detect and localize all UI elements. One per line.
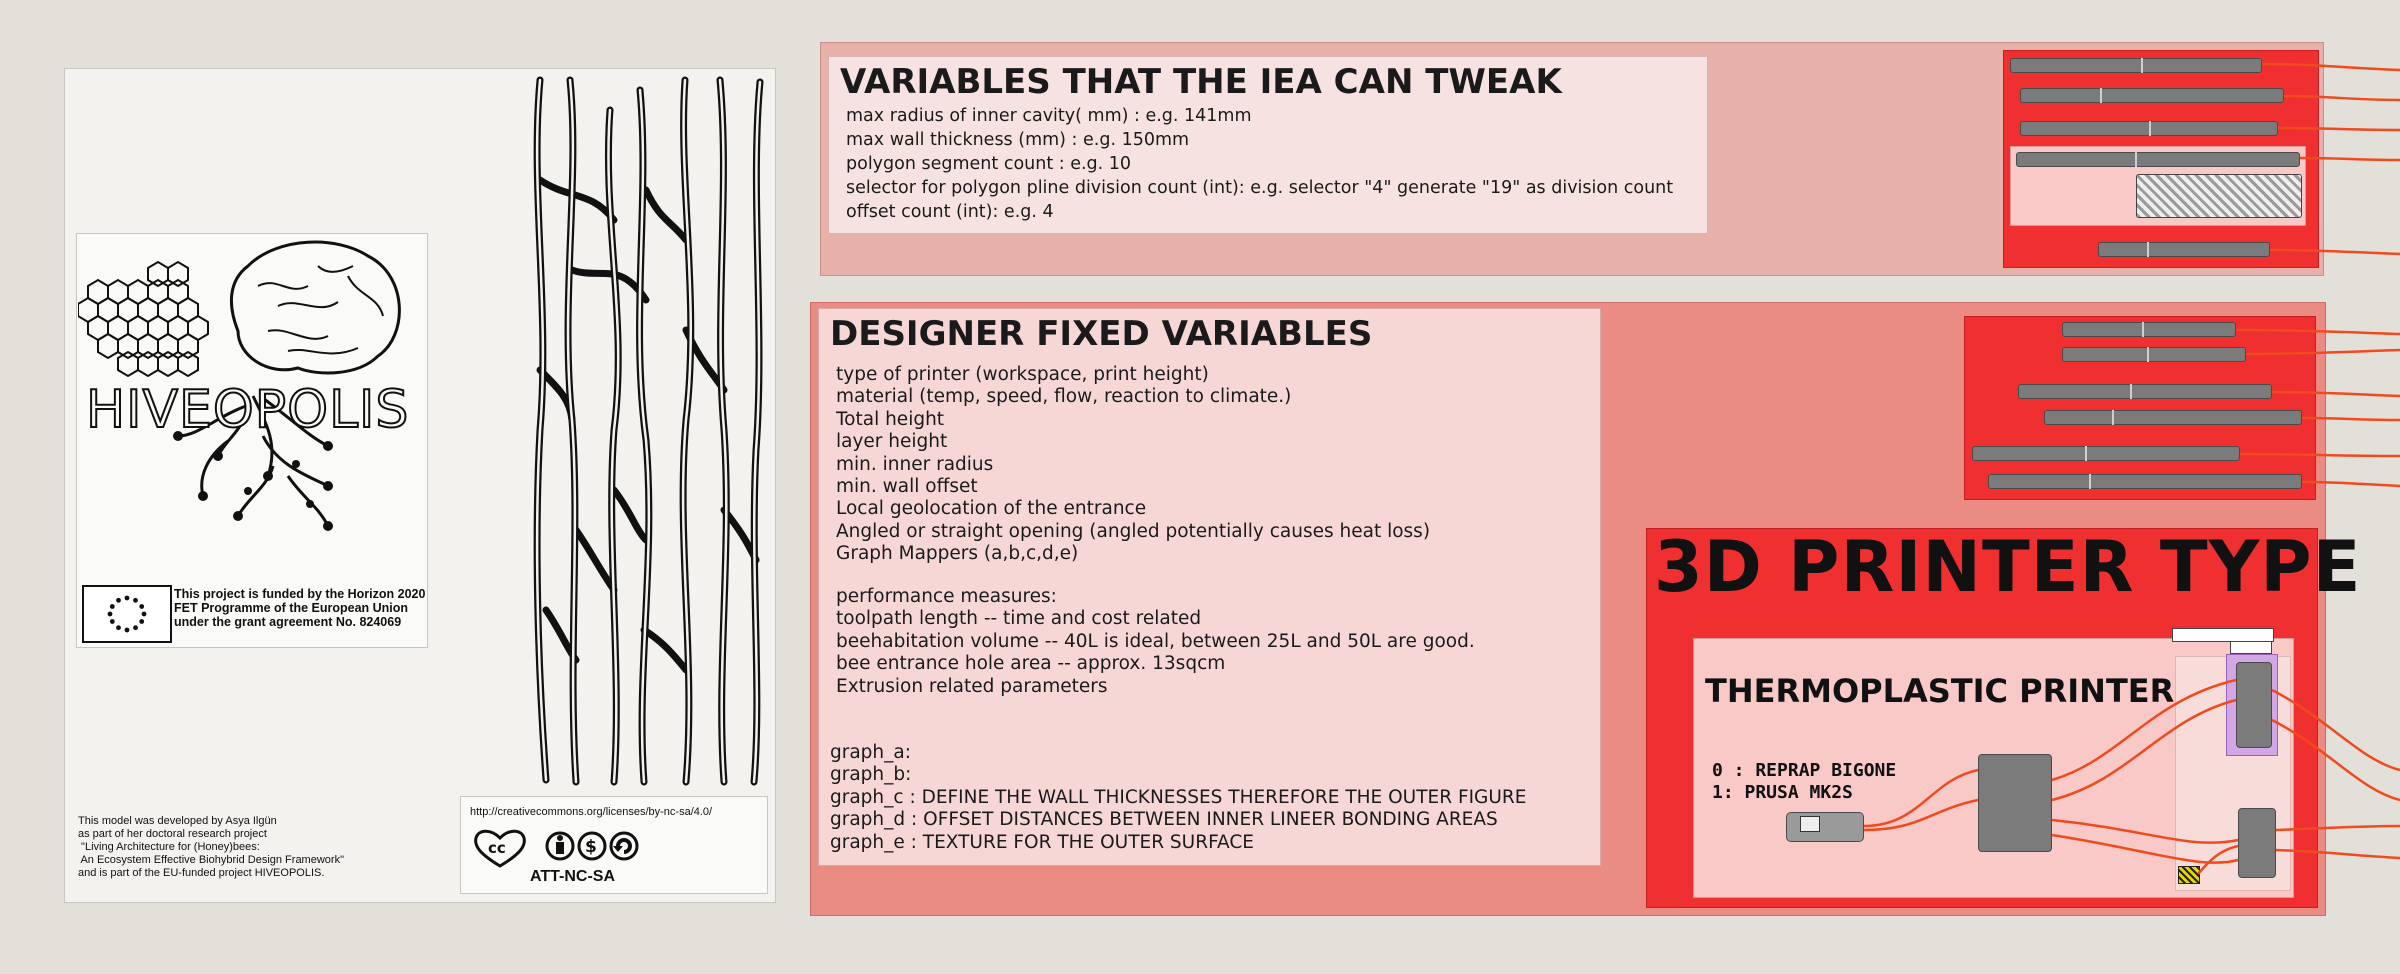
graph-item: graph_d : OFFSET DISTANCES BETWEEN INNER LINEER BONDING AREAS [830,809,1498,831]
printer-type-title: 3D PRINTER TYPE [1654,526,2362,608]
printer-settings-component[interactable] [2236,662,2272,748]
svg-text:$: $ [585,837,597,857]
printer-value-slider-thumb[interactable] [1800,816,1820,832]
graph-item: graph_c : DEFINE THE WALL THICKNESSES THEREFORE THE OUTER FIGURE [830,786,1527,808]
eu-flag-icon [82,585,172,643]
printer-option: 0 : REPRAP BIGONE [1712,760,1897,781]
printer-output-component[interactable] [2238,808,2276,878]
wall-thickness-slider[interactable] [2020,88,2284,103]
performance-item: Extrusion related parameters [836,675,1108,697]
credit-line: An Ecosystem Effective Biohybrid Design Framework" [78,854,344,866]
fixed-item: material (temp, speed, flow, reaction to climate.) [836,386,1292,408]
min-inner-radius-slider[interactable] [2018,384,2272,399]
lattice-sketch [510,70,770,790]
fixed-slider-group[interactable] [1964,316,2316,500]
fixed-item: min. wall offset [836,476,978,498]
svg-text:cc: cc [488,839,506,857]
credit-line: This model was developed by Asya Ilgün [78,815,277,827]
tweak-item: max wall thickness (mm) : e.g. 150mm [846,130,1190,150]
inner-cavity-radius-slider[interactable] [2010,58,2262,73]
graph-item: graph_b: [830,764,912,786]
offset-count-slider[interactable] [2098,242,2270,257]
hiveopolis-wordmark: HIVEOPOLIS [86,380,410,440]
performance-item: toolpath length -- time and cost related [836,608,1202,630]
designer-fixed-list [836,364,1430,566]
printer-selector-component[interactable] [1978,754,2052,852]
graph-item: graph_e : TEXTURE FOR THE OUTER SURFACE [830,831,1254,853]
fixed-item: Local geolocation of the entrance [836,498,1147,520]
tweak-item: polygon segment count : e.g. 10 [846,154,1132,174]
tweak-item: max radius of inner cavity( mm) : e.g. 141mm [846,106,1252,126]
performance-item: performance measures: [836,586,1057,607]
division-series-component[interactable] [2136,174,2302,218]
fixed-item: min. inner radius [836,453,994,475]
fixed-item: layer height [836,431,948,453]
toggle-icon[interactable] [2178,866,2200,884]
grant-line: under the grant agreement No. 824069 [174,615,402,629]
graph-item: graph_a: [830,742,911,763]
performance-measures-list [836,586,1475,698]
fixed-item: Graph Mappers (a,b,c,d,e) [836,543,1079,565]
credit-line: and is part of the EU-funded project HIVEOPOLIS. [78,867,325,879]
fixed-item: Total height [836,408,945,430]
printer-value-slider[interactable] [1786,812,1864,842]
grant-line: This project is funded by the Horizon 2020 [174,587,426,601]
fixed-item: Angled or straight opening (angled potentially causes heat loss) [836,520,1431,542]
tweak-item: selector for polygon pline division count (int): e.g. selector "4" generate "19" as division count [846,178,1674,198]
credit-line: "Living Architecture for (Honey)bees: [78,841,260,853]
layer-height-slider[interactable] [2062,347,2246,362]
printer-value-list-tag[interactable] [2172,628,2274,642]
min-wall-offset-slider[interactable] [2044,410,2302,425]
license-url-link[interactable]: http://creativecommons.org/licenses/by-nc-sa/4.0/ [470,806,713,818]
opening-angle-slider[interactable] [1988,474,2302,489]
grant-line: FET Programme of the European Union [174,601,409,615]
designer-fixed-title: DESIGNER FIXED VARIABLES [830,314,1373,354]
tweak-item: offset count (int): e.g. 4 [846,202,1054,222]
total-height-slider[interactable] [2062,322,2236,337]
thermoplastic-title: THERMOPLASTIC PRINTER [1705,672,2175,710]
license-name: ATT-NC-SA [530,868,616,885]
division-selector-slider[interactable] [2016,152,2300,167]
graph-mapper-list [830,742,1526,854]
performance-item: bee entrance hole area -- approx. 13sqcm [836,653,1226,675]
tweak-variables-title: VARIABLES THAT THE IEA CAN TWEAK [840,62,1562,102]
credit-line: as part of her doctoral research project [78,828,267,840]
credit-statement [78,815,418,880]
geolocation-slider[interactable] [1972,446,2240,461]
printer-data-tag[interactable] [2230,641,2272,654]
performance-item: beehabitation volume -- 40L is ideal, between 25L and 50L are good. [836,630,1475,652]
tweak-variables-list [846,104,1673,224]
grant-statement [174,587,434,629]
printer-options-list [1712,760,1896,804]
fixed-item: type of printer (workspace, print height) [836,364,1209,385]
polygon-segment-slider[interactable] [2020,121,2278,136]
printer-option: 1: PRUSA MK2S [1712,782,1853,803]
creative-commons-icon [470,826,650,870]
